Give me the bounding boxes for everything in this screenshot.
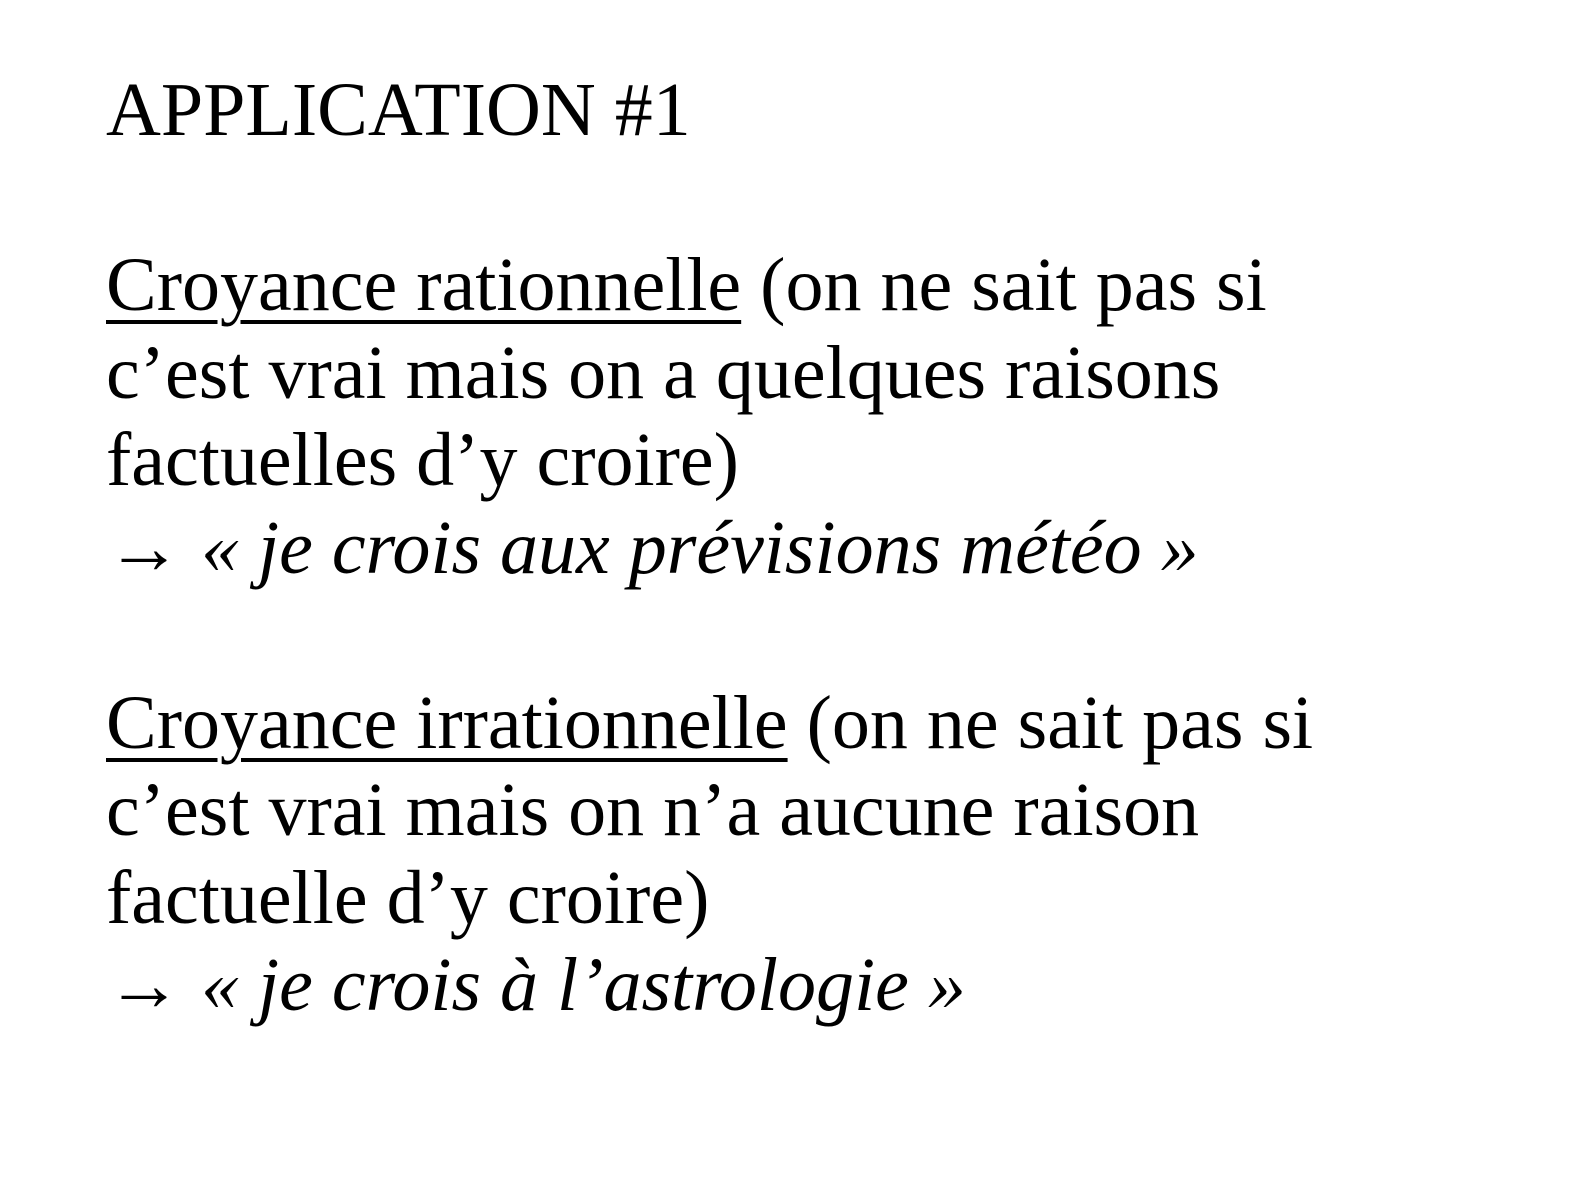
definition-line-3: factuelles d’y croire)	[106, 418, 739, 502]
definition-line-3: factuelle d’y croire)	[106, 855, 710, 940]
section-rational	[106, 242, 1546, 592]
definition-text: (on ne sait pas si	[787, 680, 1314, 765]
arrow-icon: →	[106, 505, 182, 590]
slide-title: APPLICATION #1	[106, 68, 691, 152]
definition-line-1	[106, 680, 1546, 768]
example-text: « je crois à l’astrologie »	[182, 943, 966, 1027]
arrow-icon: →	[106, 943, 182, 1027]
section-irrational	[106, 680, 1546, 1030]
definition-line-1	[106, 242, 1546, 330]
spacer	[106, 592, 1546, 680]
definition-line-2: c’est vrai mais on a quelques raisons	[106, 330, 1221, 415]
example-line	[106, 505, 1546, 593]
slide-text	[106, 67, 1546, 1030]
definition-text: (on ne sait pas si	[741, 243, 1267, 327]
term-irrational: Croyance irrationnelle	[106, 680, 788, 765]
term-rational: Croyance rationnelle	[106, 243, 742, 327]
example-line	[106, 942, 1546, 1030]
example-text: « je crois aux prévisions météo »	[182, 505, 1199, 590]
spacer	[106, 155, 1546, 243]
definition-line-2: c’est vrai mais on n’a aucune raison	[106, 768, 1200, 852]
